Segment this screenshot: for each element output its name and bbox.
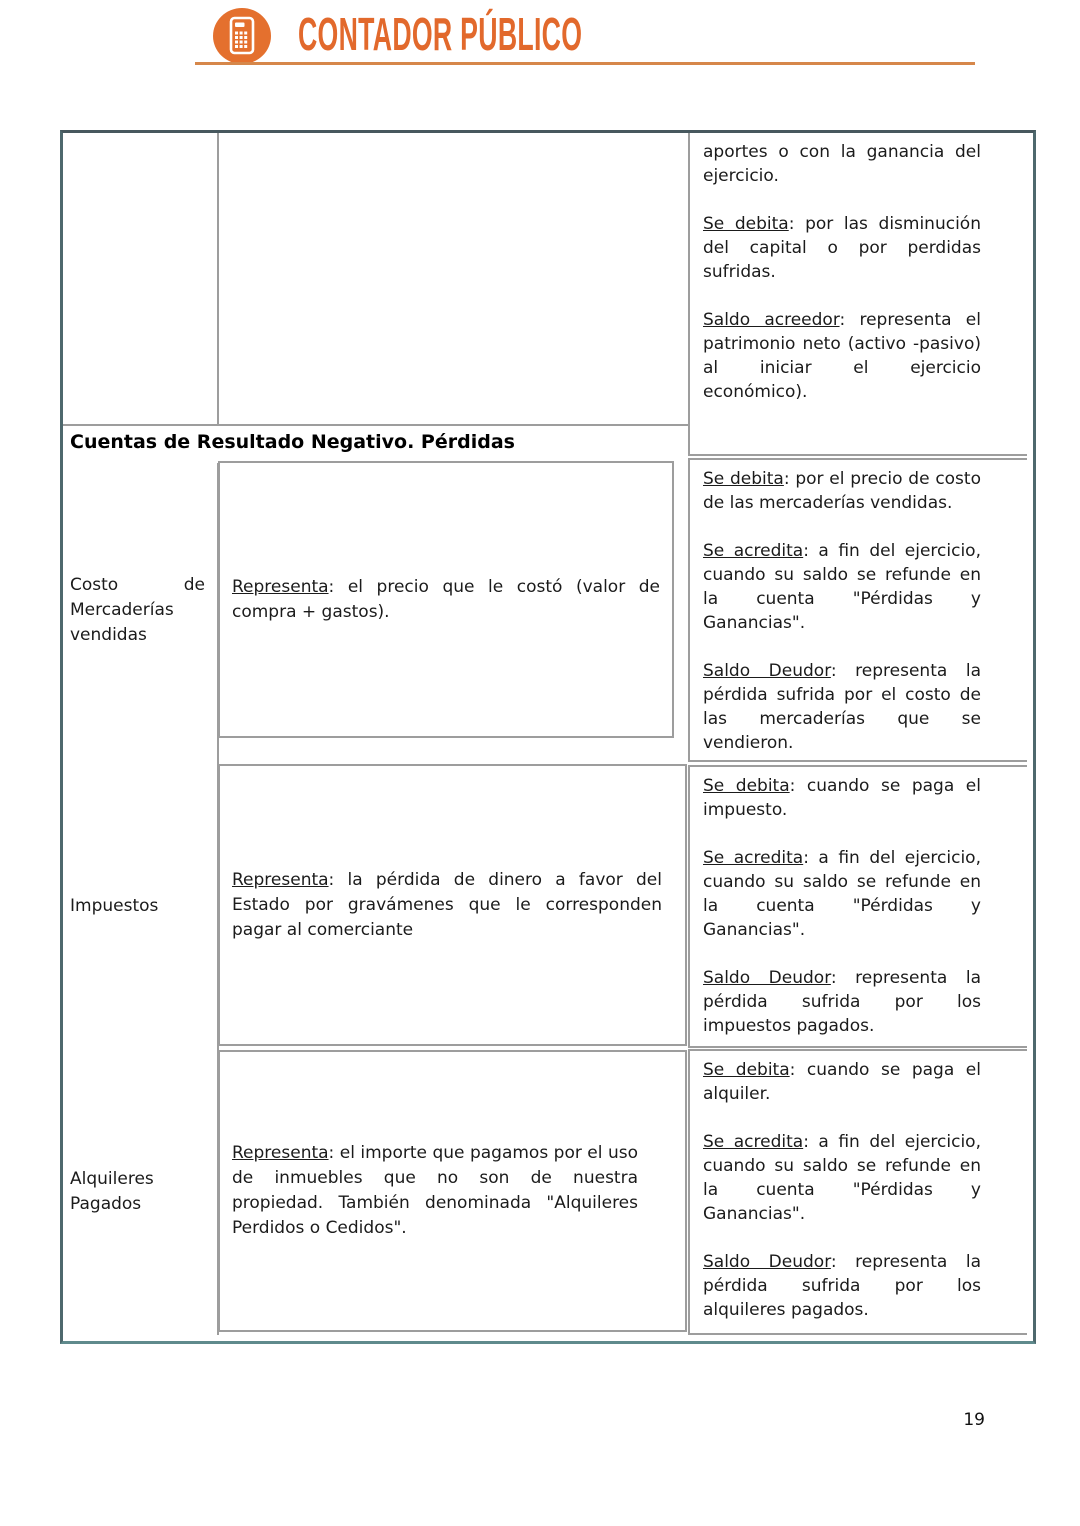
paragraph-text: : cuando se paga el alquiler. [703,1060,981,1104]
account-cell-costo [63,458,217,762]
paragraph [232,575,660,625]
row-divider [63,424,690,426]
paragraph-text: : por las disminución del capital o por perdidas sufridas. [703,214,981,282]
page-number: 19 [963,1410,985,1430]
paragraph [703,846,981,942]
paragraph [703,1130,981,1226]
paragraph [232,868,662,943]
term-underlined: Se debita [703,214,789,234]
representa-box-alquileres [218,1050,687,1332]
paragraph [703,1058,981,1106]
paragraph-text: : representa la pérdida sufrida por los impuestos pagados. [703,968,981,1036]
header-rule [195,62,975,65]
paragraph [703,140,981,188]
paragraph [232,1141,638,1241]
paragraph-text: : cuando se paga el impuesto. [703,776,981,820]
paragraph-text: : por el precio de costo de las mercaderías vendidas. [703,469,981,513]
paragraph [703,659,981,755]
term-underlined: Saldo Deudor [703,1252,831,1272]
paragraph [703,539,981,635]
paragraph-text: : a fin del ejercicio, cuando su saldo se refunde en la cuenta "Pérdidas y Ganancias". [703,848,981,940]
account-name: Impuestos [70,896,159,916]
accounts-table [60,130,1036,1344]
term-underlined: Representa [232,576,329,597]
paragraph [703,774,981,822]
term-underlined: Se acredita [703,1132,804,1152]
term-underlined: Se acredita [703,541,804,561]
paragraph [703,212,981,284]
account-cell-alquileres [63,1049,217,1335]
term-underlined: Saldo acreedor [703,310,840,330]
paragraph [703,467,981,515]
account-name: Costo de Mercaderías vendidas [70,574,205,645]
account-cell-impuestos [63,765,217,1048]
brand-logo [213,8,271,64]
term-underlined: Saldo Deudor [703,661,831,681]
term-underlined: Representa [232,1143,329,1163]
term-underlined: Se debita [703,469,784,489]
paragraph-text: : a fin del ejercicio, cuando su saldo se refunde en la cuenta "Pérdidas y Ganancias". [703,541,981,633]
calculator-icon [213,8,271,64]
detail-cell-alquileres [688,1049,1027,1335]
detail-cell-impuestos [688,765,1027,1048]
brand-title: CONTADOR PÚBLICO [298,8,583,60]
paragraph-text: : la pérdida de dinero a favor del Estado por gravámenes que le corresponden pagar al comerciante [232,869,662,940]
paragraph-text: : el precio que le costó (valor de compra + gastos). [232,576,660,622]
paragraph [703,1250,981,1322]
representa-box-costo [218,461,674,738]
account-name: Alquileres Pagados [70,1169,154,1214]
term-underlined: Se acredita [703,848,804,868]
representa-box-impuestos [218,764,687,1046]
continuation-cell [688,133,1027,456]
paragraph-text: aportes o con la ganancia del ejercicio. [703,142,981,186]
paragraph-text: : a fin del ejercicio, cuando su saldo se refunde en la cuenta "Pérdidas y Ganancias". [703,1132,981,1224]
section-title: Cuentas de Resultado Negativo. Pérdidas [70,431,515,453]
paragraph-text: : el importe que pagamos por el uso de inmuebles que no son de nuestra propiedad. También denominada "Alquileres Perdidos o Cedidos". [232,1143,638,1238]
term-underlined: Se debita [703,776,790,796]
paragraph-text: : representa la pérdida sufrida por los alquileres pagados. [703,1252,981,1320]
term-underlined: Saldo Deudor [703,968,831,988]
paragraph [703,966,981,1038]
term-underlined: Representa [232,869,329,890]
column-divider-top [217,133,219,424]
paragraph-text: : representa la pérdida sufrida por el costo de las mercaderías que se vendieron. [703,661,981,753]
paragraph [703,308,981,404]
term-underlined: Se debita [703,1060,790,1080]
paragraph-text: : representa el patrimonio neto (activo -pasivo) al iniciar el ejercicio económico). [703,310,981,402]
detail-cell-costo [688,458,1027,762]
